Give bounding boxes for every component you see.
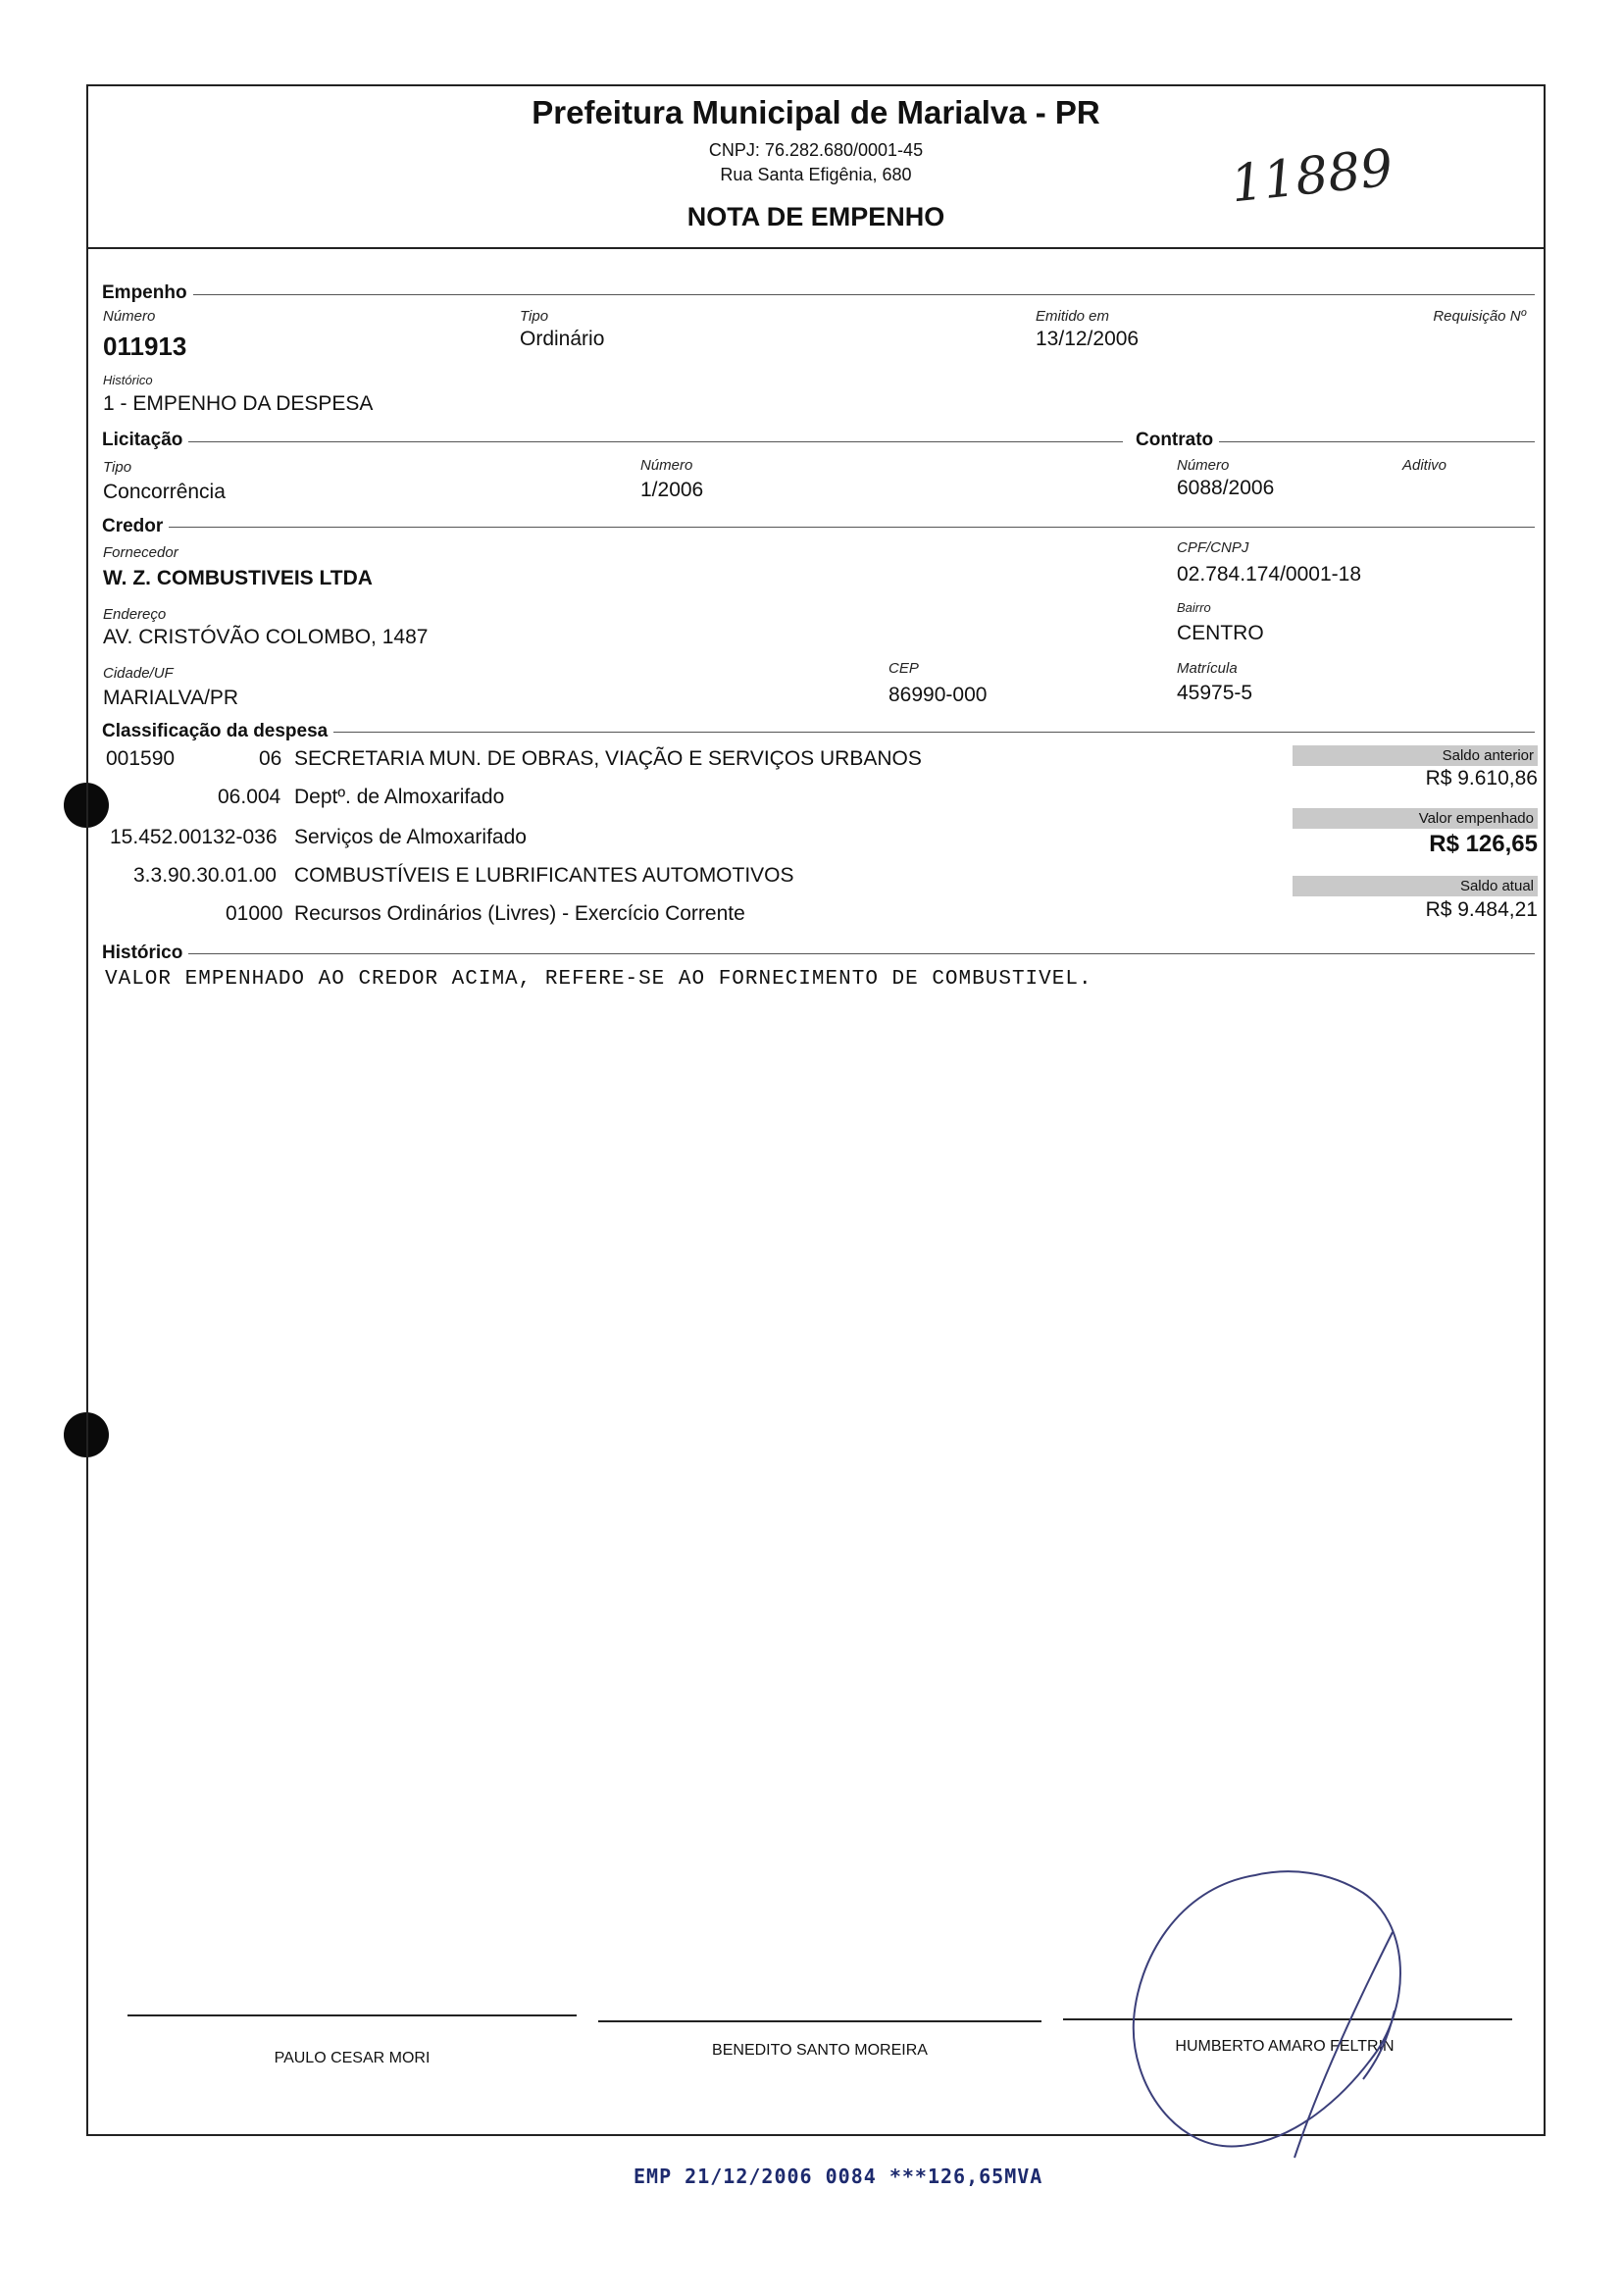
handwritten-signature (1118, 1863, 1432, 2167)
label-tipo-empenho: Tipo (520, 308, 549, 325)
label-saldo-atual: Saldo atual (1293, 876, 1538, 896)
label-emitido-em: Emitido em (1036, 308, 1110, 325)
classificacao-sub-1: 06 (259, 747, 282, 770)
credor-matricula: 45975-5 (1177, 682, 1253, 704)
credor-bairro: CENTRO (1177, 622, 1264, 644)
saldo-anterior: R$ 9.610,86 (1425, 767, 1538, 790)
label-tipo-licitacao: Tipo (103, 459, 132, 476)
signatory-2: BENEDITO SANTO MOREIRA (712, 2042, 928, 2059)
classificacao-code-1: 001590 (106, 747, 176, 770)
section-credor: Credor (102, 516, 169, 537)
footer-stamp: EMP 21/12/2006 0084 ***126,65MVA (634, 2165, 1043, 2188)
classificacao-desc-4: COMBUSTÍVEIS E LUBRIFICANTES AUTOMOTIVOS (294, 864, 794, 887)
credor-endereco: AV. CRISTÓVÃO COLOMBO, 1487 (103, 626, 429, 648)
label-cpf-cnpj: CPF/CNPJ (1177, 539, 1249, 556)
historico-text: VALOR EMPENHADO AO CREDOR ACIMA, REFERE-SE AO FORNECIMENTO DE COMBUSTIVEL. (105, 968, 1092, 991)
classificacao-desc-1: SECRETARIA MUN. DE OBRAS, VIAÇÃO E SERVIÇOS URBANOS (294, 747, 922, 770)
classificacao-desc-5: Recursos Ordinários (Livres) - Exercício Corrente (294, 902, 745, 925)
classificacao-code-3: 15.452.00132-036 (110, 826, 278, 848)
label-numero-contrato: Número (1177, 457, 1230, 474)
municipality-title: Prefeitura Municipal de Marialva - PR (532, 94, 1100, 130)
empenho-emitido: 13/12/2006 (1036, 328, 1140, 350)
contrato-numero: 6088/2006 (1177, 477, 1275, 499)
label-aditivo: Aditivo (1402, 457, 1447, 474)
handwritten-number: 11889 (1228, 138, 1396, 215)
empenho-historico: 1 - EMPENHO DA DESPESA (103, 392, 374, 415)
label-numero-empenho: Número (103, 308, 156, 325)
section-licitacao: Licitação (102, 430, 188, 451)
credor-cidade: MARIALVA/PR (103, 687, 239, 709)
rule-empenho (103, 294, 1535, 295)
rule-credor (103, 527, 1535, 528)
municipality-cnpj: CNPJ: 76.282.680/0001-45 (708, 140, 924, 160)
doc-title: NOTA DE EMPENHO (686, 202, 945, 231)
signatory-3: HUMBERTO AMARO FELTRIN (1175, 2038, 1395, 2055)
label-bairro: Bairro (1177, 600, 1211, 615)
label-cidade-uf: Cidade/UF (103, 665, 174, 682)
label-matricula: Matrícula (1177, 660, 1238, 677)
credor-cep: 86990-000 (888, 684, 988, 706)
classificacao-desc-3: Serviços de Almoxarifado (294, 826, 527, 848)
header-divider (86, 247, 1546, 249)
empenho-tipo: Ordinário (520, 328, 605, 350)
municipality-address: Rua Santa Efigênia, 680 (720, 165, 912, 184)
valor-empenhado: R$ 126,65 (1429, 831, 1538, 857)
label-requisicao: Requisição Nº (1433, 308, 1526, 325)
empenho-numero: 011913 (103, 331, 187, 361)
classificacao-code-4: 3.3.90.30.01.00 (133, 864, 277, 887)
label-numero-licitacao: Número (640, 457, 693, 474)
licitacao-numero: 1/2006 (640, 479, 704, 501)
credor-fornecedor: W. Z. COMBUSTIVEIS LTDA (103, 567, 373, 589)
saldo-atual: R$ 9.484,21 (1425, 898, 1538, 921)
licitacao-tipo: Concorrência (103, 481, 226, 503)
label-fornecedor: Fornecedor (103, 544, 178, 561)
classificacao-code-5: 01000 (226, 902, 283, 925)
label-endereco: Endereço (103, 606, 167, 623)
classificacao-code-2: 06.004 (218, 786, 281, 808)
signature-line-2 (598, 2020, 1041, 2022)
section-historico: Histórico (102, 943, 188, 964)
signature-line-1 (127, 2014, 577, 2016)
rule-licitacao (103, 441, 1123, 442)
label-saldo-anterior: Saldo anterior (1293, 745, 1538, 766)
label-historico-empenho: Histórico (103, 373, 153, 387)
credor-cpf-cnpj: 02.784.174/0001-18 (1177, 563, 1362, 586)
signatory-1: PAULO CESAR MORI (274, 2050, 431, 2066)
section-contrato: Contrato (1136, 430, 1219, 451)
section-classificacao: Classificação da despesa (102, 721, 333, 742)
rule-historico (103, 953, 1535, 954)
classificacao-desc-2: Deptº. de Almoxarifado (294, 786, 505, 808)
label-cep: CEP (888, 660, 919, 677)
section-empenho: Empenho (102, 282, 193, 304)
label-valor-empenhado: Valor empenhado (1293, 808, 1538, 829)
